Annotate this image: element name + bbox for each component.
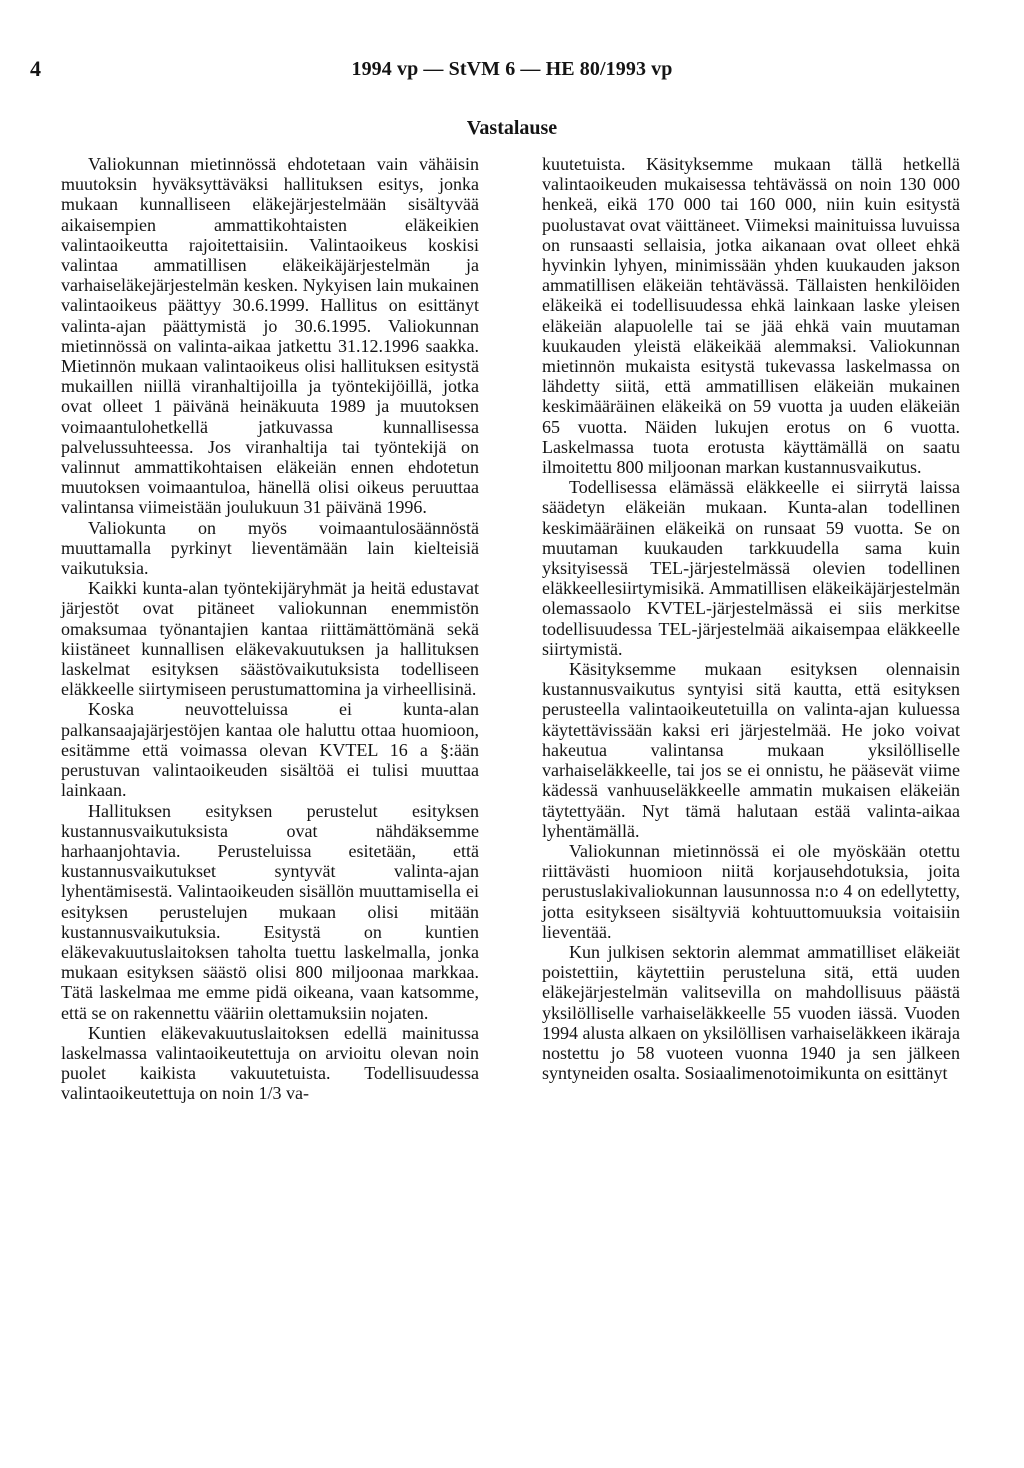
section-title: Vastalause — [466, 117, 558, 139]
left-column — [61, 154, 479, 1104]
paragraph: kuutetuista. Käsityksemme mukaan tällä hetkellä valintaoikeuden mukaisessa tehtävässä on noin 130 000 henkeä, eikä 170 000 tai 160 000, niin kuin esitystä puolustavat ovat väittäneet. Viimeksi mainituissa luvuissa on runsaasti sellaisia, jotka aikanaan ovat olleet ehkä hyvinkin lyhyen, minimissään yhden kuukauden jakson ammatillisen eläkeiän tehtävässä. Tällaisten henkilöiden eläkeikä ei todellisuudessa ehkä lainkaan laske yleisen eläkeiän alapuolelle tai se jää ehkä vain muutaman kuukauden yleistä eläkeikää alemmaksi. Valiokunnan mietinnön mukaista esitystä tukevassa laskelmassa on lähdetty siitä, että ammatillisen eläkeiän mukainen keskimääräinen eläkeikä on 59 vuotta ja uuden eläkeiän 65 vuotta. Näiden lukujen erotus on 6 vuotta. Laskelmassa tuota erotusta käyttämällä on saatu ilmoitettu 800 miljoonan markan kustannusvaikutus. — [542, 154, 960, 478]
paragraph: Kun julkisen sektorin alemmat ammatilliset eläkeiät poistettiin, käytettiin perusteluna sitä, että uuden eläkejärjestelmän valitsevilla on mahdollisuus päästä yksilölliselle varhaiseläkkeelle 55 vuoden iässä. Vuoden 1994 alusta alkaen on yksilöllisen varhaiseläkkeen ikäraja nostettu jo 58 vuoteen vuonna 1940 ja sen jälkeen syntyneiden osalta. Sosiaalimenotoimikunta on esittänyt — [542, 941, 960, 1084]
paragraph: Valiokunnan mietinnössä ehdotetaan vain vähäisin muutoksin hyväksyttäväksi hallituksen esitys, jonka mukaan kunnalliseen eläkejärjestelmään sisältyvää aikaisempien ammattikohtaisten eläkeikien valintaoikeutta rajoitettaisiin. Valintaoikeus koskisi valintaa ammatillisen eläkeikäjärjestelmän ja varhaiseläkejärjestelmän kesken. Nykyisen lain mukainen valintaoikeus päättyy 30.6.1999. Hallitus on esittänyt valinta-ajan päättymistä jo 30.6.1995. Valiokunnan mietinnössä on valinta-aikaa jatkettu 31.12.1996 saakka. Mietinnön mukaan valintaoikeus olisi hallituksen esitystä mukaillen niillä viranhaltijoilla ja työntekijöillä, jotka ovat olleet 1 päivänä heinäkuuta 1989 ja muutoksen voimaantulohetkellä jatkuvassa kunnallisessa palvelussuhteessa. Jos viranhaltija tai työntekijä on valinnut ammattikohtaisen eläkeiän ennen ehdotetun muutoksen voimaantuloa, hänellä olisi oikeus peruuttaa valintansa viimeistään joulukuun 31 päivänä 1996. — [61, 154, 479, 518]
paragraph: Todellisessa elämässä eläkkeelle ei siirrytä laissa säädetyn eläkeiän mukaan. Kunta-alan todellinen keskimääräinen eläkeikä on runsaat 59 vuotta. Se on muutaman kuukauden tarkkuudella sama kuin yksityisessä TEL-järjestelmässä olevien todellinen eläkkeellesiirtymisikä. Ammatillisen eläkeikäjärjestelmän olemassaolo KVTEL-järjestelmässä ei siis merkitse todellisuudessa TEL-järjestelmää aikaisempaa eläkkeelle siirtymistä. — [542, 477, 960, 659]
paragraph: Valiokunta on myös voimaantulosäännöstä muuttamalla pyrkinyt lieventämään lain kielteisiä vaikutuksia. — [61, 517, 479, 579]
paragraph: Kaikki kunta-alan työntekijäryhmät ja heitä edustavat järjestöt ovat pitäneet valiokunnan enemmistön omaksumaa työnantajien kantaa riittämättömänä sekä kiistäneet kunnallisen eläkevakuutuksen ja hallituksen laskelmat esityksen säästövaikutuksista todelliseen eläkkeelle siirtymiseen perustumattomina ja virheellisinä. — [61, 578, 479, 700]
running-header: 1994 vp — StVM 6 — HE 80/1993 vp — [351, 58, 673, 80]
paragraph: Koska neuvotteluissa ei kunta-alan palkansaajajärjestöjen kantaa ole haluttu ottaa huomioon, esitämme että voimassa olevan KVTEL 16 a §:ään perustuvan valintaoikeuden sisältöä ei tulisi muuttaa lainkaan. — [61, 699, 479, 801]
paragraph: Hallituksen esityksen perustelut esityksen kustannusvaikutuksista ovat nähdäksemme harhaanjohtavia. Perusteluissa esitetään, että kustannusvaikutukset syntyvät valinta-ajan lyhentämisestä. Valintaoikeuden sisällön muuttamisella ei esityksen perustelujen mukaan olisi mitään kustannusvaikutuksia. Esitystä on kuntien eläkevakuutuslaitoksen taholta tuettu laskelmalla, jonka mukaan esityksen säästö olisi 800 miljoonaa markkaa. Tätä laskelmaa me emme pidä oikeana, vaan katsomme, että se on rakennettu vääriin olettamuksiin nojaten. — [61, 800, 479, 1023]
paragraph: Valiokunnan mietinnössä ei ole myöskään otettu riittävästi huomioon niitä korjausehdotuksia, joita perustuslakivaliokunnan lausunnossa n:o 4 on edellytetty, jotta esitykseen sisältyviä kohtuuttomuuksia voitaisiin lieventää. — [542, 840, 960, 942]
page-number: 4 — [30, 56, 41, 81]
right-column — [542, 154, 960, 1083]
paragraph: Kuntien eläkevakuutuslaitoksen edellä mainitussa laskelmassa valintaoikeutettuja on arvioitu olevan noin puolet kaikista vakuutetuista. Todellisuudessa valintaoikeutettuja on noin 1/3 va- — [61, 1022, 479, 1104]
paragraph: Käsityksemme mukaan esityksen olennaisin kustannusvaikutus syntyisi sitä kautta, että esityksen perusteella valintaoikeutetuilla on valinta-ajan kuluessa käytettävissään kaksi eri järjestelmää. He joko voivat hakeutua valintansa mukaan yksilölliselle varhaiseläkkeelle, tai jos se ei onnistu, he pääsevät viime kädessä vanhuuseläkkeelle ammatin mukaisen eläkeiän täytettyään. Nyt tämä halutaan estää valinta-aikaa lyhentämällä. — [542, 659, 960, 841]
